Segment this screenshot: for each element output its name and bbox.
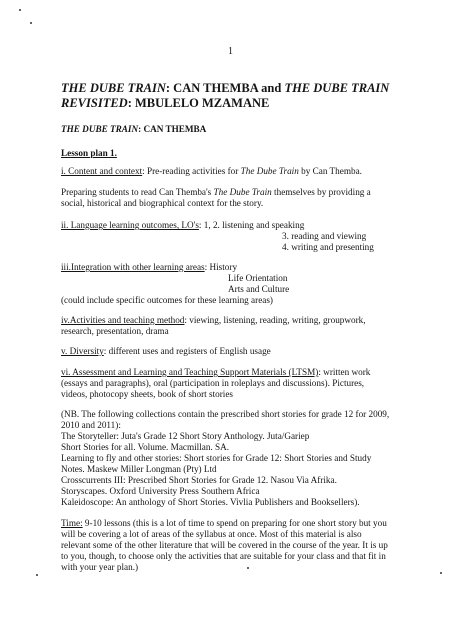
time-line: will be covering a lot of areas of the syllabus at once. Most of this material is also [61, 529, 362, 539]
integration-line-1: iii.Integration with other learning areas: History [61, 262, 238, 272]
scan-speck [247, 567, 249, 569]
time-line: Time: 9-10 lessons (this is a lot of time to spend on preparing for one short story but you [61, 518, 387, 528]
outcomes-line-2: 3. reading and viewing [282, 231, 367, 241]
scan-speck [440, 572, 442, 574]
nb-line: 2010 and 2011): [61, 420, 121, 430]
activities-line-1: iv.Activities and teaching method: viewing, listening, reading, writing, groupwork, [61, 315, 366, 325]
title-line-2: REVISITED: MBULELO MZAMANE [61, 96, 270, 110]
outcomes-line-1: ii. Language learning outcomes, LO's: 1, 2. listening and speaking [61, 220, 305, 230]
page-number: 1 [228, 46, 233, 57]
scan-speck [19, 9, 21, 11]
preparing-paragraph-line-2: social, historical and biographical context for the story. [61, 198, 264, 208]
nb-line: Storyscapes. Oxford University Press Southern Africa [61, 486, 260, 496]
scan-speck [36, 574, 38, 576]
nb-line: The Storyteller: Juta's Grade 12 Short Story Anthology. Juta/Gariep [61, 431, 310, 441]
assessment-line-3: videos, photocopy sheets, book of short stories [61, 389, 233, 399]
content-context-line: i. Content and context: Pre-reading activities for The Dube Train by Can Themba. [61, 166, 362, 176]
time-line: with your year plan.) [61, 562, 139, 572]
assessment-line-2: (essays and paragraphs), oral (participation in roleplays and discussions). Pictures, [61, 378, 365, 388]
title-line-1: THE DUBE TRAIN: CAN THEMBA and THE DUBE TRAIN [61, 81, 390, 95]
time-line: to you, though, to choose only the activities that are suitable for your class and that fit in [61, 551, 386, 561]
integration-line-2: Life Orientation [228, 273, 288, 283]
preparing-paragraph-line-1: Preparing students to read Can Themba's The Dube Train themselves by providing a [61, 187, 371, 197]
nb-line: Kaleidoscope: An anthology of Short Stories. Vivlia Publishers and Booksellers). [61, 497, 360, 507]
nb-line: (NB. The following collections contain the prescribed short stories for grade 12 for 2009, [61, 409, 390, 419]
scan-speck [30, 22, 32, 24]
activities-line-2: research, presentation, drama [61, 326, 169, 336]
integration-line-4: (could include specific outcomes for these learning areas) [61, 295, 273, 305]
lesson-heading: Lesson plan 1. [61, 148, 117, 158]
nb-line: Notes. Maskew Miller Longman (Pty) Ltd [61, 464, 217, 474]
subtitle: THE DUBE TRAIN: CAN THEMBA [61, 124, 207, 134]
nb-line: Short Stories for all. Volume. Macmillan. SA. [61, 442, 230, 452]
outcomes-line-3: 4. writing and presenting [282, 242, 374, 252]
time-line: relevant some of the other literature that will be covered in the course of the year. It is up [61, 540, 388, 550]
diversity-line: v. Diversity: different uses and registers of English usage [61, 346, 271, 356]
assessment-line-1: vi. Assessment and Learning and Teaching Support Materials (LTSM): written work [61, 367, 371, 377]
integration-line-3: Arts and Culture [228, 284, 290, 294]
nb-line: Crosscurrents III: Prescribed Short Stories for Grade 12. Nasou Via Afrika. [61, 475, 337, 485]
nb-line: Learning to fly and other stories: Short stories for Grade 12: Short Stories and Study [61, 453, 372, 463]
